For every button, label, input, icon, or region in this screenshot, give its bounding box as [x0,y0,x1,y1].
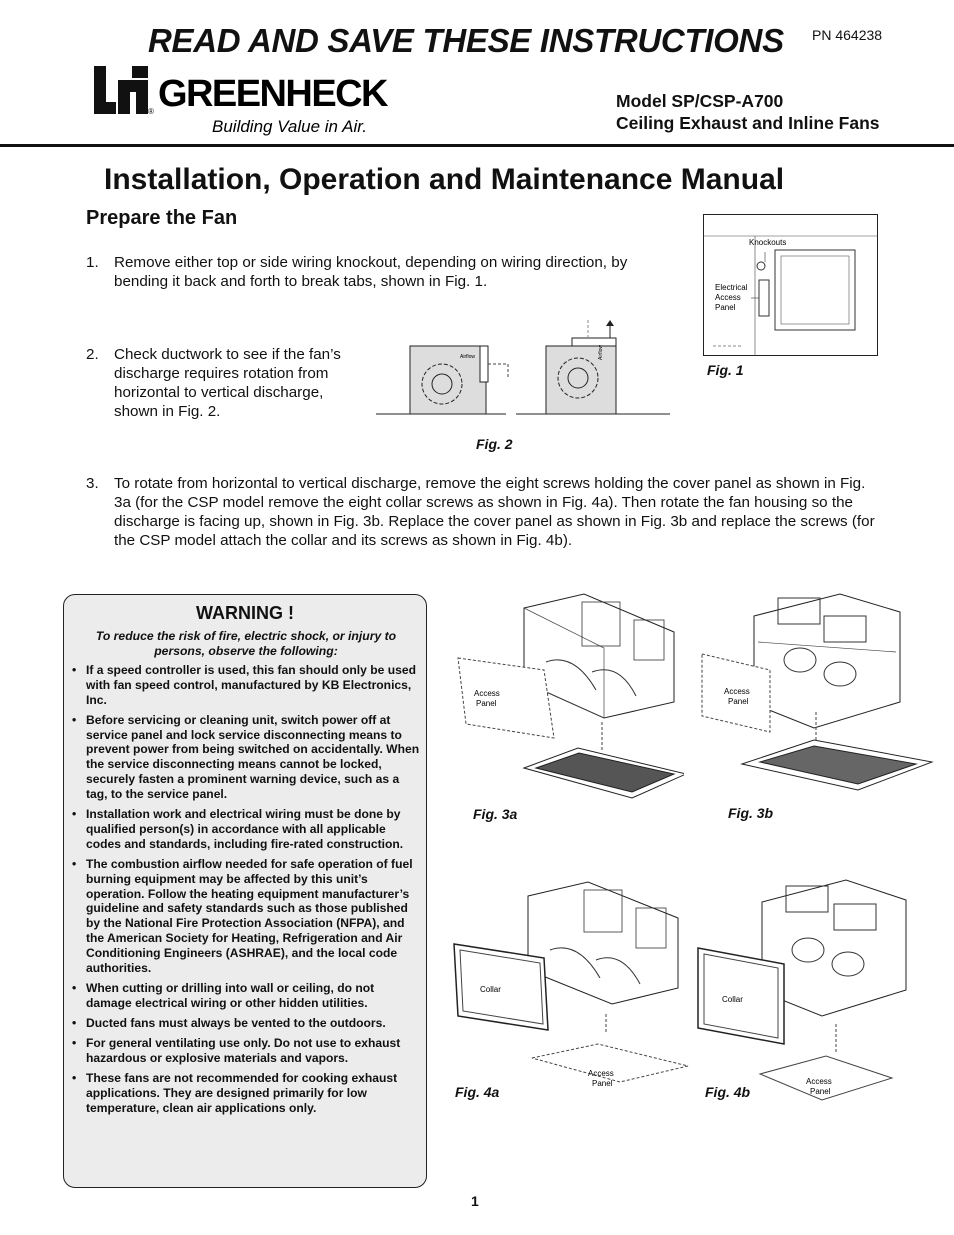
warning-item: • Before servicing or cleaning unit, switch power off at service panel and lock service disconnecting means to prevent power from being switched on accidentally. When the service disconnecting means cannot be locked, securely fasten a prominent warning device, such as a tag, to the service panel. [72,713,420,802]
figure-4a-drawing [452,878,692,1090]
step-number: 3. [86,475,99,492]
warning-item: • For general ventilating use only. Do not use to exhaust hazardous or explosive materials and vapors. [72,1036,420,1066]
warning-list [72,663,420,1121]
greenheck-logo-mark [94,66,148,114]
header-rule [0,144,954,147]
registered-mark: ® [148,107,154,116]
page-number: 1 [471,1193,479,1209]
label-panel-4a: Panel [592,1079,613,1088]
label-airflow-horizontal: Airflow [460,354,476,360]
figure-2-drawing [376,318,670,428]
label-electrical: Electrical [715,283,748,292]
label-panel-4b: Panel [810,1087,831,1096]
warning-intro: To reduce the risk of fire, electric shock, or injury to persons, observe the following: [95,629,397,658]
figure-2-caption: Fig. 2 [476,436,513,452]
warning-item: • Installation work and electrical wiring must be done by qualified person(s) in accordance with all applicable codes and standards, including fire-rated construction. [72,807,420,851]
label-access: Access [715,293,741,302]
warning-item: • If a speed controller is used, this fan should only be used with fan speed control, manufactured by KB Electronics, Inc. [72,663,420,707]
label-access-3a: Access [474,689,500,698]
step-text: Check ductwork to see if the fan’s discharge requires rotation from horizontal to vertical discharge, shown in Fig. 2. [114,346,341,420]
step-1 [86,253,686,293]
model-description: Ceiling Exhaust and Inline Fans [616,113,880,133]
figure-4b-drawing [696,878,936,1110]
label-access-3b: Access [724,687,750,696]
figure-1-caption: Fig. 1 [707,362,744,378]
figure-3a-caption: Fig. 3a [473,806,518,822]
read-and-save-banner: READ AND SAVE THESE INSTRUCTIONS [148,22,784,59]
model-info [616,90,880,134]
label-access-4a: Access [588,1069,614,1078]
figure-1-drawing [703,214,878,356]
greenheck-logo [88,62,398,142]
warning-box [63,594,427,1188]
step-text: Remove either top or side wiring knockout, depending on wiring direction, by bending it back and forth to break tabs, shown in Fig. 1. [114,254,628,290]
page-title: Installation, Operation and Maintenance Manual [104,163,785,196]
brand-wordmark: GREENHECK [158,73,388,115]
label-collar-4b: Collar [722,995,743,1004]
label-panel-3a: Panel [476,699,497,708]
label-collar-4a: Collar [480,985,501,994]
label-knockouts: Knockouts [749,238,787,247]
warning-item: • When cutting or drilling into wall or ceiling, do not damage electrical wiring or other hidden utilities. [72,981,420,1011]
step-3 [86,474,886,554]
figure-3a-drawing [454,592,684,804]
warning-item: • These fans are not recommended for cooking exhaust applications. They are designed primarily for low temperature, clean air applications only. [72,1071,420,1115]
warning-title: WARNING ! [196,603,294,623]
step-2 [86,345,366,425]
figure-4b-caption: Fig. 4b [705,1084,751,1100]
step-text: To rotate from horizontal to vertical discharge, remove the eight screws holding the cover panel as shown in Fig. 3a (for the CSP model remove the eight collar screws as shown in Fig. 4a). Then rotate the fan housing so the discharge is facing up, shown in Fig. 3b. Replace the cover panel as shown in Fig. 3b and replace the screws (for the CSP model attach the collar and its screws as shown in Fig. 4b). [114,475,875,549]
step-number: 1. [86,254,99,271]
step-number: 2. [86,346,99,363]
label-panel: Panel [715,303,736,312]
warning-item: • Ducted fans must always be vented to the outdoors. [72,1016,420,1031]
warning-item: • The combustion airflow needed for safe operation of fuel burning equipment may be affected by this unit’s operation. Follow the heating equipment manufacturer’s guideline and safety standards such as those published by the National Fire Protection Association (NFPA), and the American Society for Heating, Refrigeration and Air Conditioning Engineers (ASHRAE), and the local code authorities. [72,857,420,975]
brand-tagline: Building Value in Air. [212,117,367,136]
section-heading: Prepare the Fan [86,207,238,229]
model-number: Model SP/CSP-A700 [616,91,784,111]
figure-3b-drawing [700,592,940,804]
label-access-4b: Access [806,1077,832,1086]
figure-3b-caption: Fig. 3b [728,805,774,821]
label-panel-3b: Panel [728,697,749,706]
label-airflow-vertical: Airflow [598,344,604,360]
figure-4a-caption: Fig. 4a [455,1084,500,1100]
part-number: PN 464238 [812,27,883,43]
